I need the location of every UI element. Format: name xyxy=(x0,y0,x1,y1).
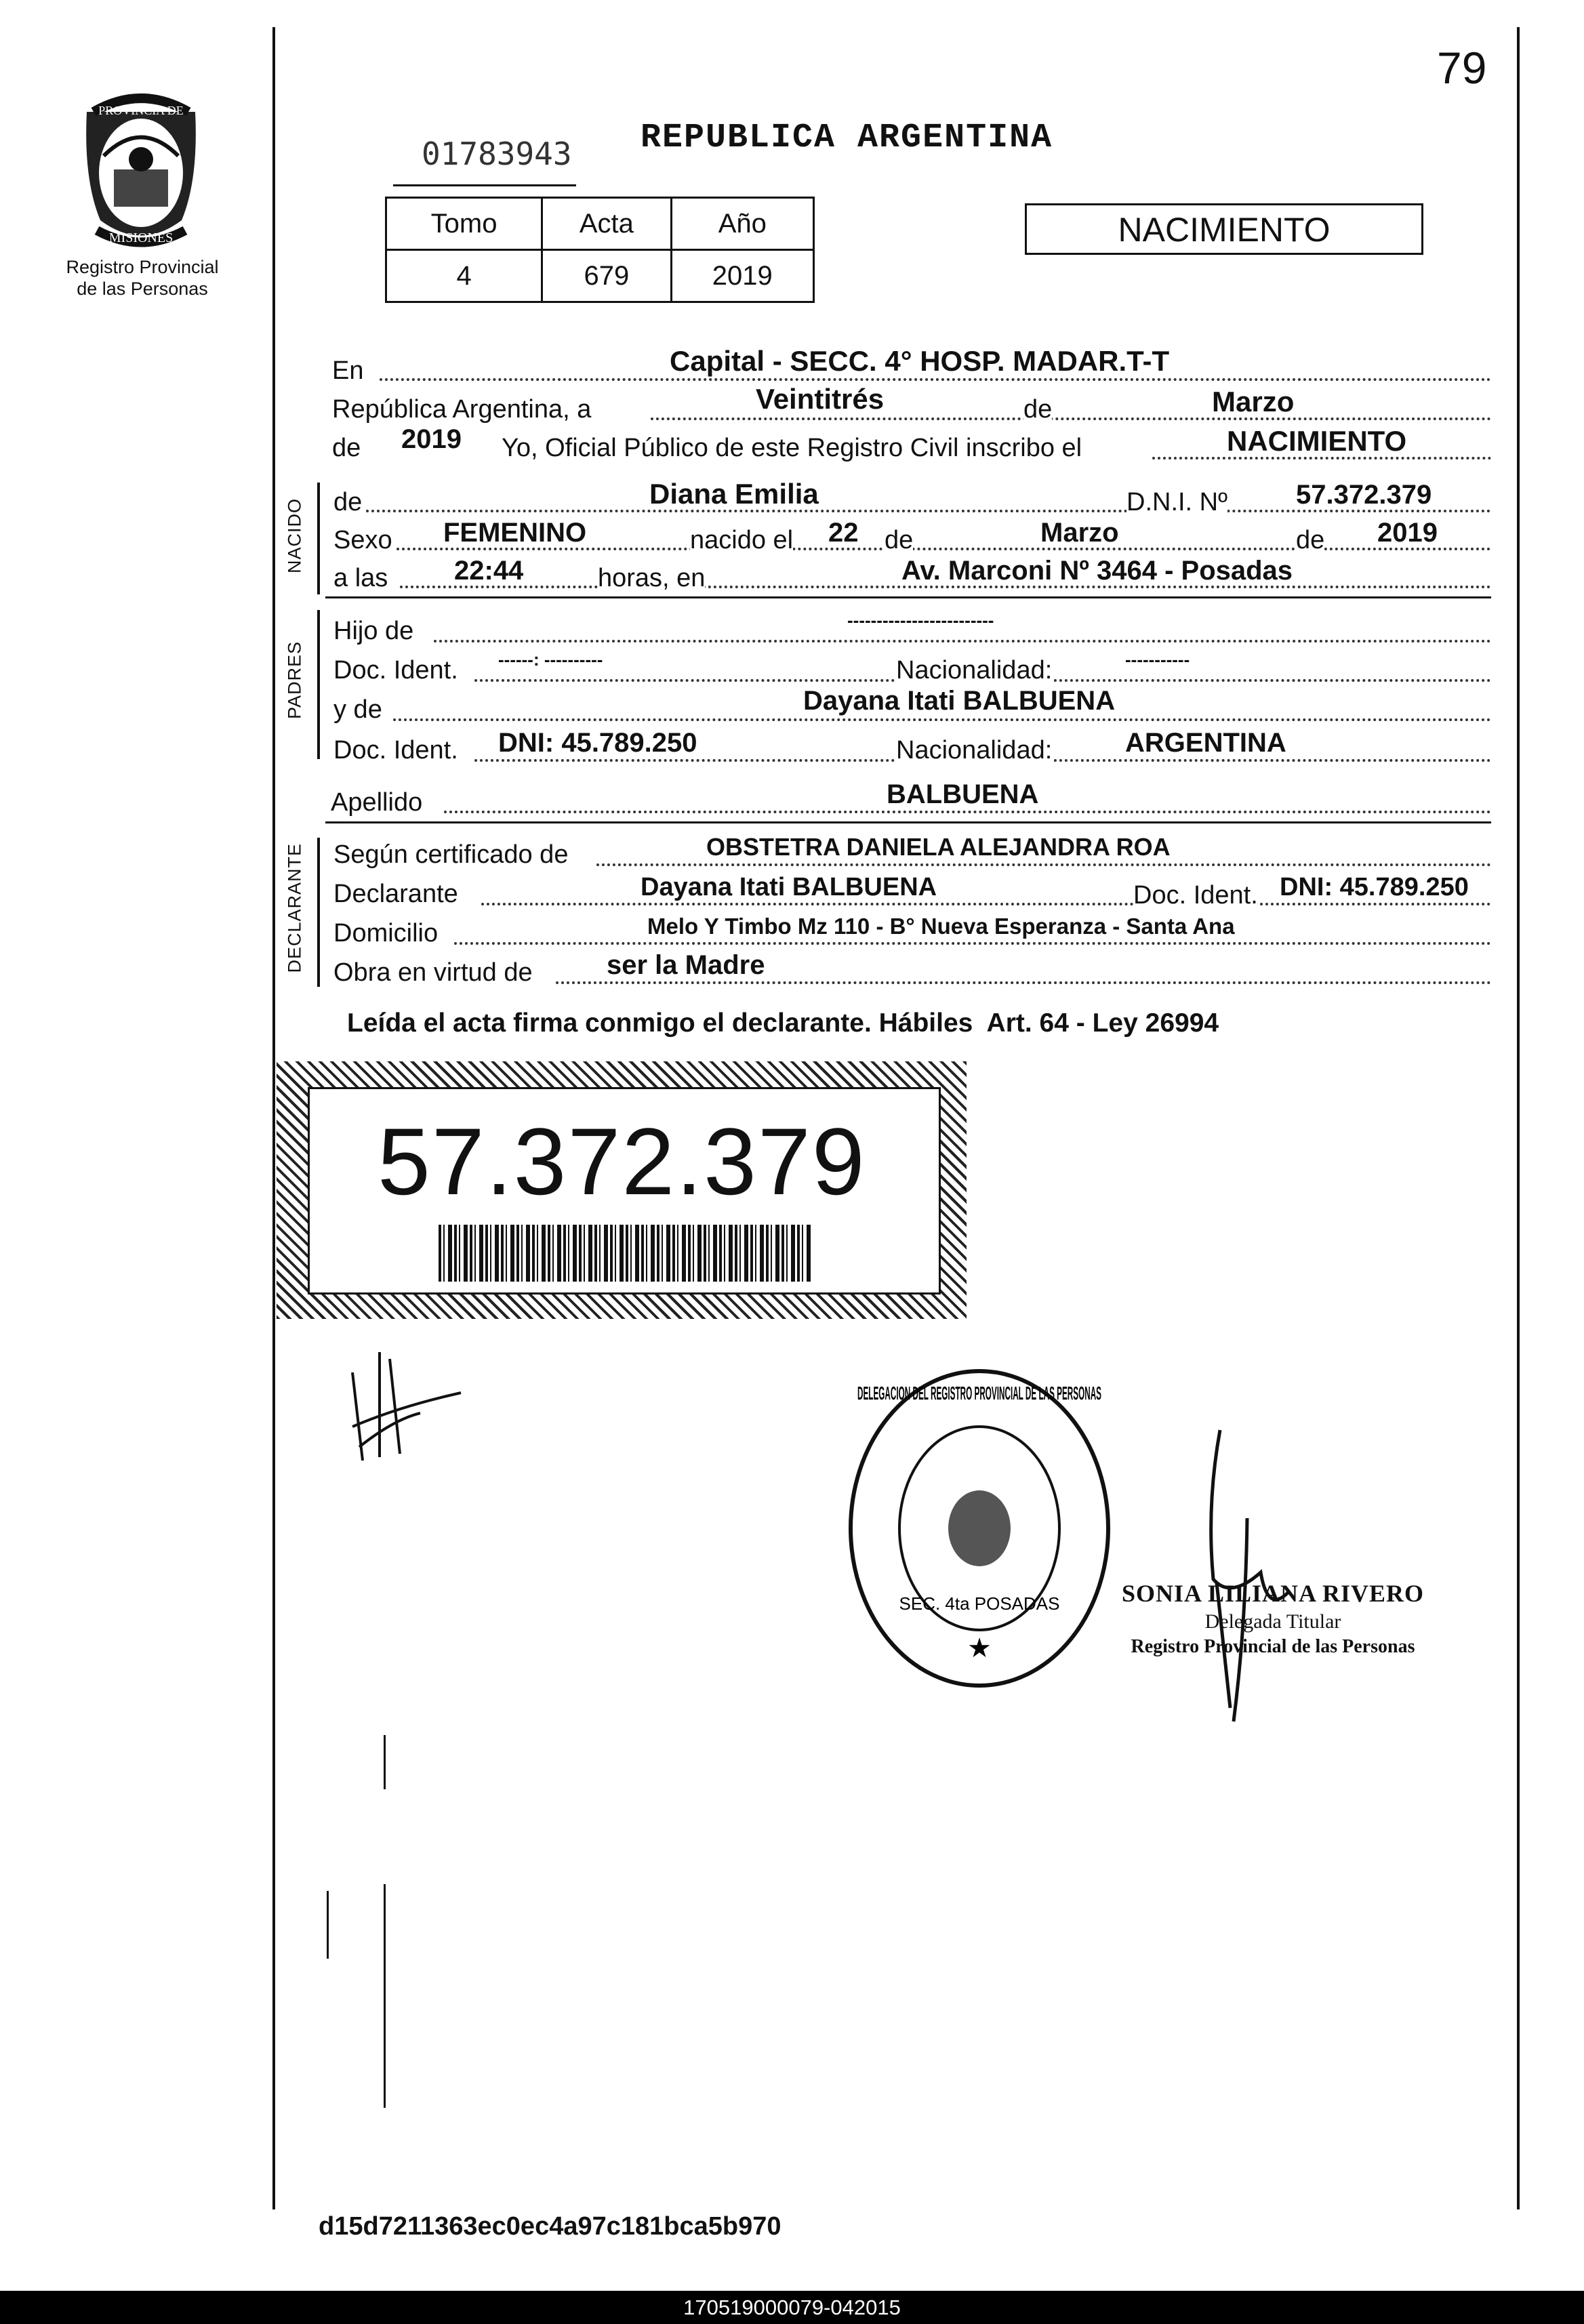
apellido-dotted-line xyxy=(444,811,1491,813)
seal-bottom-text: MISIONES xyxy=(108,230,174,245)
doc1-label: Doc. Ident. xyxy=(333,656,458,685)
birth-day-value: 22 xyxy=(828,518,859,548)
signatory-block xyxy=(1083,1579,1463,1658)
yde-label: y de xyxy=(333,695,382,724)
margin-tick xyxy=(384,1735,386,1789)
logo-caption-line2: de las Personas xyxy=(77,279,208,300)
footer-bar xyxy=(0,2291,1584,2324)
id-number: 57.372.379 xyxy=(378,1108,866,1215)
padres-section-label: PADRES xyxy=(284,640,305,720)
obra-value: ser la Madre xyxy=(607,950,765,980)
decl-label: Declarante xyxy=(333,880,458,908)
id-label-inner xyxy=(308,1087,941,1294)
obra-dotted-line xyxy=(556,981,1491,984)
nac2-label: Nacionalidad: xyxy=(896,736,1053,765)
sexo-label: Sexo xyxy=(333,526,392,554)
birth-month-value: Marzo xyxy=(1040,518,1119,548)
alas-dotted-line xyxy=(400,586,1491,588)
doc1-value: ------: ---------- xyxy=(498,649,603,670)
year-value: 2019 xyxy=(401,424,462,454)
day-value: Veintitrés xyxy=(756,383,885,415)
declarant-signature xyxy=(339,1345,474,1474)
de-label: de xyxy=(1023,395,1053,424)
table-value-tomo: 4 xyxy=(386,250,542,302)
sexo-dotted-line xyxy=(397,548,1491,550)
en-dotted-line xyxy=(380,378,1491,381)
padres-section-bar xyxy=(317,610,320,759)
left-border-line xyxy=(272,27,275,2209)
table-header-acta: Acta xyxy=(542,198,671,250)
apellido-separator xyxy=(325,821,1491,823)
barcode xyxy=(439,1225,811,1282)
en-label: En xyxy=(332,356,364,385)
doc2-value: DNI: 45.789.250 xyxy=(498,728,697,758)
inscribo-label: Yo, Oficial Público de este Registro Civil inscribo el xyxy=(502,434,1082,462)
decl-dotted-line xyxy=(481,903,1491,905)
horas-label: horas, en xyxy=(598,564,706,592)
birth-de-label: de xyxy=(885,526,914,554)
cert-dotted-line xyxy=(596,863,1491,866)
signatory-role: Delegada Titular xyxy=(1204,1610,1341,1633)
alas-label: a las xyxy=(333,564,388,592)
margin-tick xyxy=(327,1891,329,1959)
nac1-label: Nacionalidad: xyxy=(896,656,1053,685)
time-value: 22:44 xyxy=(454,556,524,586)
right-border-line xyxy=(1517,27,1520,2209)
record-table xyxy=(385,197,815,303)
domicilio-dotted-line xyxy=(454,942,1491,945)
decl-doc-value: DNI: 45.789.250 xyxy=(1280,873,1469,901)
page-number: 79 xyxy=(1437,43,1487,93)
nac2-value: ARGENTINA xyxy=(1125,728,1286,758)
stamp-ring-text: DELEGACION DEL REGISTRO PROVINCIAL DE LAS PERSONAS xyxy=(857,1383,1101,1404)
yde-dotted-line xyxy=(393,718,1491,721)
table-value-anio: 2019 xyxy=(671,250,813,302)
hijo-label: Hijo de xyxy=(333,617,414,645)
doc2-label: Doc. Ident. xyxy=(333,736,458,765)
nacido-separator xyxy=(325,596,1491,598)
inscribo-value: NACIMIENTO xyxy=(1227,425,1407,457)
declarante-section-bar xyxy=(317,838,320,987)
nac1-value: ----------- xyxy=(1125,649,1190,670)
decl-doc-label: Doc. Ident. xyxy=(1133,881,1258,910)
en-value: Capital - SECC. 4° HOSP. MADAR.T-T xyxy=(670,345,1170,377)
obra-label: Obra en virtud de xyxy=(333,958,533,987)
month-value: Marzo xyxy=(1212,386,1295,417)
dni-label: D.N.I. Nº xyxy=(1126,488,1227,516)
apellido-value: BALBUENA xyxy=(887,779,1039,809)
nacido-name-value: Diana Emilia xyxy=(649,478,819,510)
birth-de2-label: de xyxy=(1296,526,1325,554)
de-year-label: de xyxy=(332,434,361,462)
table-header-anio: Año xyxy=(671,198,813,250)
record-type-box xyxy=(1025,203,1423,255)
logo-caption-line1: Registro Provincial xyxy=(66,257,219,277)
father-value: ------------------------- xyxy=(847,610,994,630)
seal-top-text: PROVINCIA DE xyxy=(98,104,184,117)
nacido-de-label: de xyxy=(333,488,363,516)
margin-tick xyxy=(384,1884,386,2108)
nacido-section-bar xyxy=(317,483,320,594)
closing-text: Leída el acta firma conmigo el declarante. Hábiles Art. 64 - Ley 26994 xyxy=(347,1008,1219,1038)
id-label-frame xyxy=(277,1061,967,1319)
stamp-inner-text: SEC. 4ta POSADAS xyxy=(899,1593,1060,1614)
logo-caption xyxy=(41,256,244,300)
serial-underline xyxy=(393,184,576,186)
domicilio-value: Melo Y Timbo Mz 110 - B° Nueva Esperanza - Santa Ana xyxy=(647,914,1235,939)
republica-dotted-line xyxy=(651,417,1491,420)
sexo-value: FEMENINO xyxy=(443,518,587,548)
stamp-star-icon: ★ xyxy=(967,1633,992,1663)
signatory-office: Registro Provincial de las Personas xyxy=(1131,1636,1415,1657)
hijo-dotted-line xyxy=(434,640,1491,643)
serial-number: 01783943 xyxy=(422,136,572,172)
place-value: Av. Marconi Nº 3464 - Posadas xyxy=(901,556,1293,586)
table-header-tomo: Tomo xyxy=(386,198,542,250)
document-hash: d15d7211363ec0ec4a97c181bca5b970 xyxy=(319,2212,781,2241)
record-type-label: NACIMIENTO xyxy=(1118,211,1331,249)
cert-label: Según certificado de xyxy=(333,840,569,869)
inscribo-dotted-line xyxy=(1152,457,1491,460)
decl-value: Dayana Itati BALBUENA xyxy=(641,873,937,901)
official-stamp xyxy=(844,1366,1115,1691)
birth-year-value: 2019 xyxy=(1377,518,1438,548)
country-title: REPUBLICA ARGENTINA xyxy=(641,119,1053,157)
signatory-name: SONIA LILIANA RIVERO xyxy=(1121,1580,1425,1607)
domicilio-label: Domicilio xyxy=(333,919,439,947)
nacido-section-label: NACIDO xyxy=(284,498,305,574)
table-value-acta: 679 xyxy=(542,250,671,302)
official-signature xyxy=(1166,1423,1342,1721)
cert-value: OBSTETRA DANIELA ALEJANDRA ROA xyxy=(706,833,1171,861)
mother-value: Dayana Itati BALBUENA xyxy=(803,686,1116,716)
nacido-name-dotted-line xyxy=(366,510,1491,512)
nacido-el-label: nacido el xyxy=(690,526,794,554)
province-seal-logo xyxy=(73,91,209,254)
dni-value: 57.372.379 xyxy=(1296,480,1432,510)
declarante-section-label: DECLARANTE xyxy=(284,842,305,973)
apellido-label: Apellido xyxy=(331,788,423,817)
footer-code: 170519000079-042015 xyxy=(683,2296,901,2319)
republica-label: República Argentina, a xyxy=(332,395,592,424)
